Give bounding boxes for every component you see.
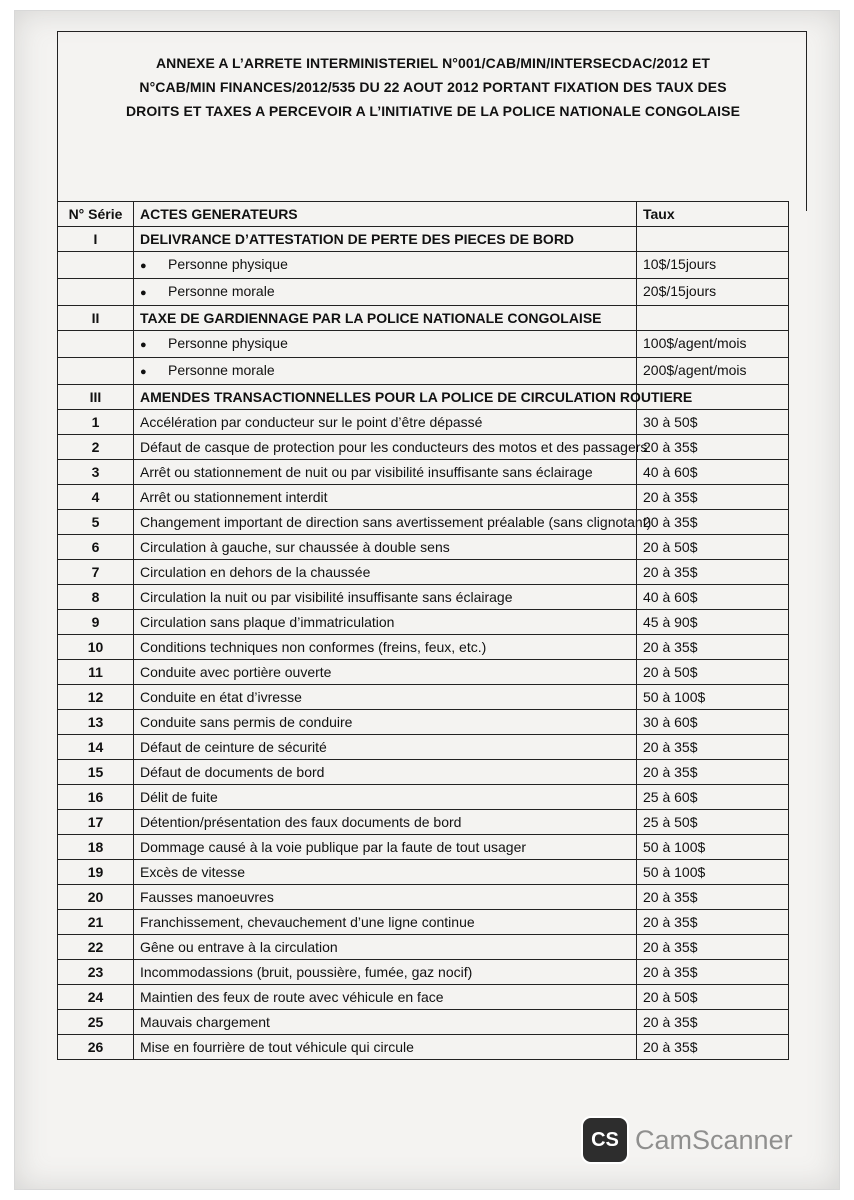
section-number: III bbox=[58, 385, 134, 410]
row-act: Mauvais chargement bbox=[134, 1010, 637, 1035]
table-row bbox=[58, 510, 789, 535]
row-rate: 30 à 60$ bbox=[637, 710, 789, 735]
subsection-label: Personne morale bbox=[168, 362, 275, 378]
row-act: Conduite en état d’ivresse bbox=[134, 685, 637, 710]
table-row bbox=[58, 660, 789, 685]
row-number: 20 bbox=[58, 885, 134, 910]
camscanner-watermark bbox=[581, 1114, 831, 1166]
row-rate: 50 à 100$ bbox=[637, 860, 789, 885]
table-row bbox=[58, 1035, 789, 1060]
scanned-page bbox=[14, 10, 840, 1190]
section-row bbox=[58, 227, 789, 252]
row-act: Changement important de direction sans avertissement préalable (sans clignotant) bbox=[134, 510, 637, 535]
table-row bbox=[58, 610, 789, 635]
row-number: 2 bbox=[58, 435, 134, 460]
table-row bbox=[58, 685, 789, 710]
subsection-label: Personne physique bbox=[168, 256, 288, 272]
row-number: 7 bbox=[58, 560, 134, 585]
header-rate: Taux bbox=[637, 202, 789, 227]
row-rate: 20 à 35$ bbox=[637, 1035, 789, 1060]
table-row bbox=[58, 710, 789, 735]
subsection-row bbox=[58, 358, 789, 385]
table-row bbox=[58, 560, 789, 585]
subsection-cell bbox=[134, 331, 637, 358]
row-act: Conditions techniques non conformes (freins, feux, etc.) bbox=[134, 635, 637, 660]
section-title: DELIVRANCE D’ATTESTATION DE PERTE DES PIECES DE BORD bbox=[134, 227, 637, 252]
row-rate: 20 à 35$ bbox=[637, 735, 789, 760]
document-title bbox=[73, 51, 793, 123]
row-number: 3 bbox=[58, 460, 134, 485]
bullet-icon: ● bbox=[140, 260, 147, 272]
row-number: 22 bbox=[58, 935, 134, 960]
row-number: 14 bbox=[58, 735, 134, 760]
table-row bbox=[58, 635, 789, 660]
row-rate: 40 à 60$ bbox=[637, 585, 789, 610]
row-act: Fausses manoeuvres bbox=[134, 885, 637, 910]
row-act: Conduite sans permis de conduire bbox=[134, 710, 637, 735]
section-row bbox=[58, 306, 789, 331]
row-act: Dommage causé à la voie publique par la faute de tout usager bbox=[134, 835, 637, 860]
row-number: 1 bbox=[58, 410, 134, 435]
table-row bbox=[58, 485, 789, 510]
table-row bbox=[58, 910, 789, 935]
row-act: Détention/présentation des faux documents de bord bbox=[134, 810, 637, 835]
table-row bbox=[58, 410, 789, 435]
camscanner-text: CamScanner bbox=[635, 1124, 793, 1155]
row-act: Incommodassions (bruit, poussière, fumée, gaz nocif) bbox=[134, 960, 637, 985]
row-number: 25 bbox=[58, 1010, 134, 1035]
row-rate: 20 à 35$ bbox=[637, 510, 789, 535]
row-number: 24 bbox=[58, 985, 134, 1010]
row-rate: 20 à 35$ bbox=[637, 885, 789, 910]
row-number: 13 bbox=[58, 710, 134, 735]
camscanner-logo-icon: CS bbox=[581, 1116, 629, 1164]
subsection-number bbox=[58, 358, 134, 385]
row-act: Accélération par conducteur sur le point d’être dépassé bbox=[134, 410, 637, 435]
row-number: 18 bbox=[58, 835, 134, 860]
table-row bbox=[58, 860, 789, 885]
row-act: Excès de vitesse bbox=[134, 860, 637, 885]
row-rate: 20 à 50$ bbox=[637, 535, 789, 560]
offense-rows bbox=[58, 410, 789, 1060]
row-rate: 50 à 100$ bbox=[637, 685, 789, 710]
row-act: Arrêt ou stationnement interdit bbox=[134, 485, 637, 510]
row-rate: 20 à 35$ bbox=[637, 910, 789, 935]
subsection-number bbox=[58, 331, 134, 358]
header-acts: ACTES GENERATEURS bbox=[134, 202, 637, 227]
row-number: 19 bbox=[58, 860, 134, 885]
row-number: 12 bbox=[58, 685, 134, 710]
row-number: 4 bbox=[58, 485, 134, 510]
subsection-cell bbox=[134, 279, 637, 306]
section-rate bbox=[637, 227, 789, 252]
subsection-rate: 10$/15jours bbox=[637, 252, 789, 279]
subsection-label: Personne physique bbox=[168, 335, 288, 351]
table-row bbox=[58, 585, 789, 610]
row-rate: 20 à 35$ bbox=[637, 760, 789, 785]
table-row bbox=[58, 1010, 789, 1035]
table-row bbox=[58, 935, 789, 960]
row-number: 17 bbox=[58, 810, 134, 835]
table-row bbox=[58, 535, 789, 560]
subsection-rate: 200$/agent/mois bbox=[637, 358, 789, 385]
table-row bbox=[58, 785, 789, 810]
subsection-label: Personne morale bbox=[168, 283, 275, 299]
row-rate: 20 à 35$ bbox=[637, 935, 789, 960]
table-row bbox=[58, 835, 789, 860]
section-number: II bbox=[58, 306, 134, 331]
row-rate: 50 à 100$ bbox=[637, 835, 789, 860]
row-act: Circulation sans plaque d’immatriculation bbox=[134, 610, 637, 635]
section-number: I bbox=[58, 227, 134, 252]
row-act: Circulation en dehors de la chaussée bbox=[134, 560, 637, 585]
row-rate: 20 à 35$ bbox=[637, 560, 789, 585]
table-row bbox=[58, 985, 789, 1010]
row-act: Gêne ou entrave à la circulation bbox=[134, 935, 637, 960]
subsection-rate: 100$/agent/mois bbox=[637, 331, 789, 358]
table-row bbox=[58, 760, 789, 785]
row-act: Défaut de ceinture de sécurité bbox=[134, 735, 637, 760]
table-row bbox=[58, 435, 789, 460]
fees-table bbox=[57, 201, 789, 1060]
row-number: 15 bbox=[58, 760, 134, 785]
subsection-row bbox=[58, 279, 789, 306]
table-row bbox=[58, 960, 789, 985]
row-rate: 20 à 35$ bbox=[637, 635, 789, 660]
row-number: 16 bbox=[58, 785, 134, 810]
row-act: Arrêt ou stationnement de nuit ou par visibilité insuffisante sans éclairage bbox=[134, 460, 637, 485]
row-act: Délit de fuite bbox=[134, 785, 637, 810]
row-rate: 20 à 35$ bbox=[637, 960, 789, 985]
row-act: Mise en fourrière de tout véhicule qui circule bbox=[134, 1035, 637, 1060]
row-act: Franchissement, chevauchement d’une ligne continue bbox=[134, 910, 637, 935]
row-act: Défaut de casque de protection pour les conducteurs des motos et des passagers bbox=[134, 435, 637, 460]
section-row bbox=[58, 385, 789, 410]
subsection-rate: 20$/15jours bbox=[637, 279, 789, 306]
table-row bbox=[58, 460, 789, 485]
subsection-row bbox=[58, 252, 789, 279]
title-line-1: ANNEXE A L’ARRETE INTERMINISTERIEL N°001/CAB/MIN/INTERSECDAC/2012 ET bbox=[155, 55, 711, 71]
header-serial-number: N° Série bbox=[58, 202, 134, 227]
row-number: 10 bbox=[58, 635, 134, 660]
row-act: Circulation à gauche, sur chaussée à double sens bbox=[134, 535, 637, 560]
bullet-icon: ● bbox=[140, 287, 147, 299]
row-rate: 20 à 50$ bbox=[637, 985, 789, 1010]
row-rate: 20 à 35$ bbox=[637, 485, 789, 510]
row-number: 11 bbox=[58, 660, 134, 685]
subsection-row bbox=[58, 331, 789, 358]
bullet-icon: ● bbox=[140, 339, 147, 351]
row-rate: 20 à 35$ bbox=[637, 435, 789, 460]
bullet-icon: ● bbox=[140, 366, 147, 378]
subsection-number bbox=[58, 252, 134, 279]
row-rate: 40 à 60$ bbox=[637, 460, 789, 485]
row-act: Conduite avec portière ouverte bbox=[134, 660, 637, 685]
row-rate: 25 à 50$ bbox=[637, 810, 789, 835]
section-rate bbox=[637, 306, 789, 331]
row-rate: 45 à 90$ bbox=[637, 610, 789, 635]
row-number: 26 bbox=[58, 1035, 134, 1060]
row-act: Défaut de documents de bord bbox=[134, 760, 637, 785]
table-header-row bbox=[58, 202, 789, 227]
row-act: Circulation la nuit ou par visibilité insuffisante sans éclairage bbox=[134, 585, 637, 610]
subsection-number bbox=[58, 279, 134, 306]
row-number: 23 bbox=[58, 960, 134, 985]
section-title: TAXE DE GARDIENNAGE PAR LA POLICE NATIONALE CONGOLAISE bbox=[134, 306, 637, 331]
row-rate: 20 à 50$ bbox=[637, 660, 789, 685]
row-number: 21 bbox=[58, 910, 134, 935]
row-rate: 30 à 50$ bbox=[637, 410, 789, 435]
row-number: 9 bbox=[58, 610, 134, 635]
row-number: 5 bbox=[58, 510, 134, 535]
table-row bbox=[58, 885, 789, 910]
section-title: AMENDES TRANSACTIONNELLES POUR LA POLICE DE CIRCULATION ROUTIERE bbox=[134, 385, 637, 410]
table-row bbox=[58, 735, 789, 760]
row-rate: 20 à 35$ bbox=[637, 1010, 789, 1035]
row-number: 8 bbox=[58, 585, 134, 610]
subsection-cell bbox=[134, 252, 637, 279]
title-line-2: N°CAB/MIN FINANCES/2012/535 DU 22 AOUT 2012 PORTANT FIXATION DES TAUX DES bbox=[139, 79, 727, 95]
subsection-cell bbox=[134, 358, 637, 385]
row-act: Maintien des feux de route avec véhicule en face bbox=[134, 985, 637, 1010]
table-row bbox=[58, 810, 789, 835]
row-rate: 25 à 60$ bbox=[637, 785, 789, 810]
title-line-3: DROITS ET TAXES A PERCEVOIR A L’INITIATIVE DE LA POLICE NATIONALE CONGOLAISE bbox=[125, 103, 741, 119]
row-number: 6 bbox=[58, 535, 134, 560]
